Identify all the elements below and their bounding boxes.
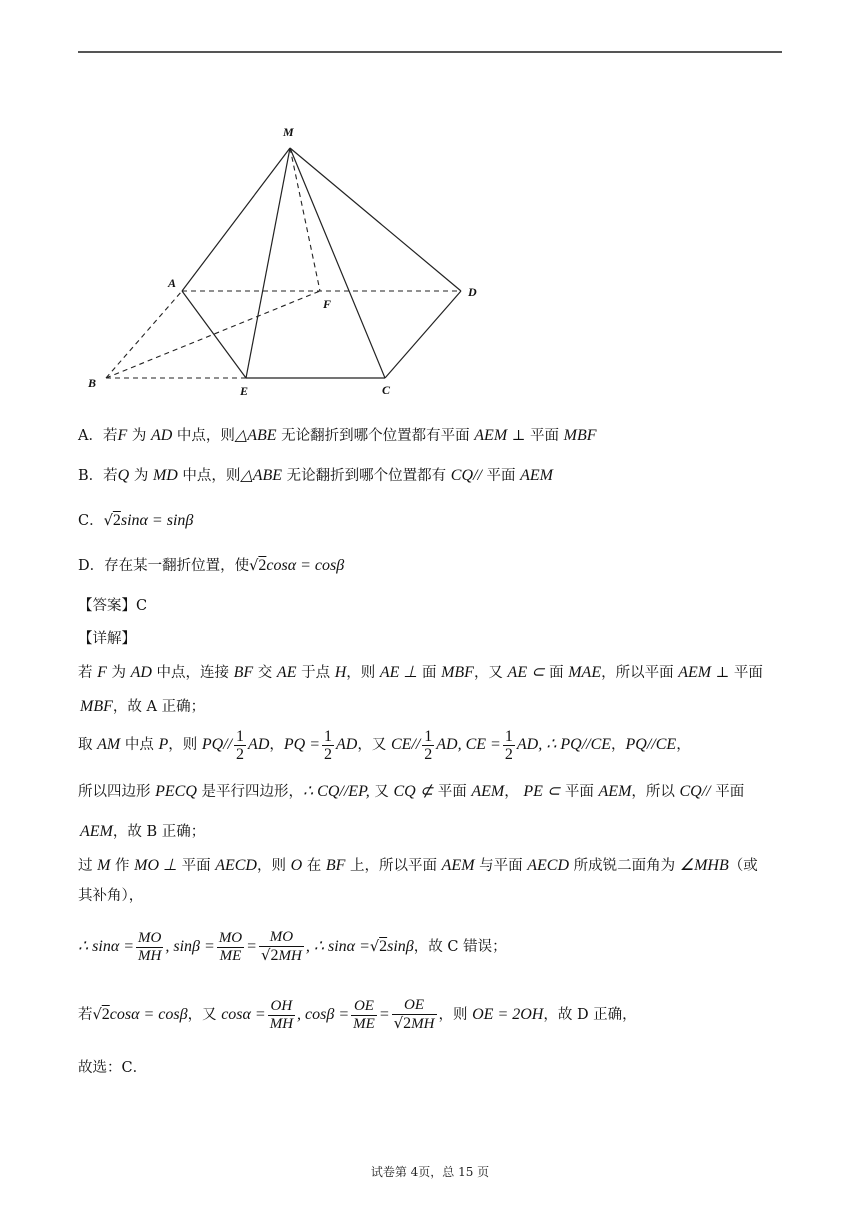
detail-label: 【详解】 — [78, 631, 136, 647]
edge-MC — [290, 148, 385, 378]
label-M: M — [283, 125, 294, 139]
solution-line-3: 取 AM 中点 P，则 PQ// $\frac{1}{2}$ AD，PQ = $\frac{1}{2}$ AD，又 CE// $\frac{1}{2}$ AD, CE = $\frac{1}{2}$ AD, ∴ PQ//CE，PQ//CE， — [78, 727, 691, 763]
solution-line-9: 若√2cosα = cosβ，又 cosα = $\frac{OH}{MH}$ , cosβ = $\frac{OE}{ME}$ = $\frac{OE}{√2MH}$ ，则 OE = 2OH，故 D 正确， — [78, 997, 637, 1032]
edge-MD — [290, 148, 461, 291]
solution-line-7: 其补角）， — [78, 888, 144, 904]
label-B: B — [88, 376, 97, 390]
solution-line-8: ∴ sinα = $\frac{MO}{MH}$ , sinβ = $\frac{MO}{ME}$ = $\frac{MO}{√2MH}$ , ∴ sinα =√2sinβ，故 C 错误； — [78, 929, 507, 964]
option-d: D．存在某一翻折位置，使√2cosα = cosβ — [78, 557, 345, 574]
answer-value: C — [136, 598, 148, 614]
option-b: B．若Q 为 MD 中点，则△ABE 无论翻折到哪个位置都有 CQ// 平面 AEM — [78, 467, 553, 484]
solution-line-5: AEM，故 B 正确； — [80, 823, 206, 840]
solution-line-10: 故选：C． — [78, 1060, 148, 1076]
option-a: A．若F 为 AD 中点，则△ABE 无论翻折到哪个位置都有平面 AEM ⊥ 平面 MBF — [78, 427, 597, 444]
edge-BA-dashed — [106, 291, 182, 378]
edge-CD — [385, 291, 461, 378]
label-E: E — [240, 384, 249, 398]
header-rule — [78, 51, 782, 53]
label-D: D — [468, 285, 477, 299]
solution-line-2: MBF，故 A 正确； — [80, 698, 206, 715]
edge-BF-dashed — [106, 291, 320, 378]
solution-line-4: 所以四边形 PECQ 是平行四边形，∴ CQ//EP, 又 CQ ⊄ 平面 AEM， PE ⊂ 平面 AEM，所以 CQ// 平面 — [78, 783, 745, 800]
page-footer: 试卷第 4页，总 15 页 — [370, 1165, 490, 1179]
edge-MA — [182, 148, 290, 291]
answer-line — [78, 596, 147, 616]
label-A: A — [168, 276, 177, 290]
pyramid-figure — [78, 118, 508, 408]
label-C: C — [382, 383, 391, 397]
label-F: F — [323, 297, 332, 311]
edge-AE — [182, 291, 246, 378]
solution-line-1: 若 F 为 AD 中点，连接 BF 交 AE 于点 H，则 AE ⊥ 面 MBF，又 AE ⊂ 面 MAE，所以平面 AEM ⊥ 平面 — [78, 664, 763, 681]
answer-label: 【答案】 — [78, 598, 136, 614]
option-c: C．√2sinα = sinβ — [78, 512, 194, 529]
pyramid-diagram — [78, 118, 508, 408]
edge-ME — [246, 148, 290, 378]
solution-line-6: 过 M 作 MO ⊥ 平面 AECD，则 O 在 BF 上，所以平面 AEM 与平面 AECD 所成锐二面角为 ∠MHB（或 — [78, 857, 758, 874]
